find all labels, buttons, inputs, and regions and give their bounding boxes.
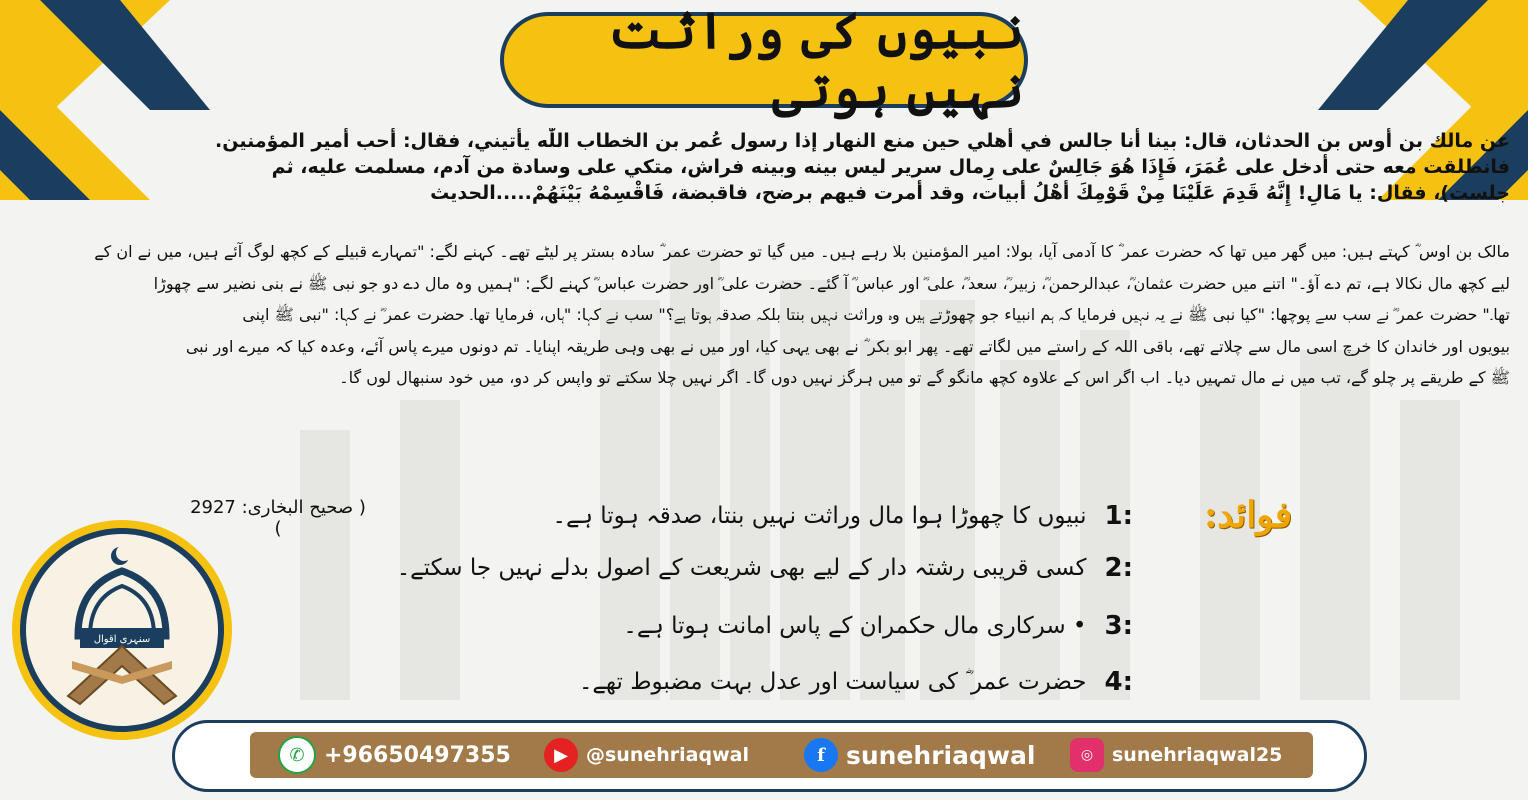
facebook-handle: sunehriaqwal — [846, 740, 1036, 770]
benefit-number: 4: — [1104, 667, 1133, 697]
hadith-reference: ( صحیح البخاری: 2927 ) — [190, 497, 366, 539]
benefit-number: 3: — [1104, 611, 1133, 641]
instagram-icon: ◎ — [1070, 738, 1104, 772]
whatsapp-number: +96650497355 — [324, 742, 511, 768]
benefits-heading: فوائد: — [1203, 494, 1292, 536]
benefit-text: کسی قریبی رشتہ دار کے لیے بھی شریعت کے اصول بدلے نہیں جا سکتے۔ — [396, 555, 1087, 581]
youtube-contact[interactable] — [544, 732, 749, 778]
benefit-item-4 — [579, 660, 1133, 704]
benefit-number: 2: — [1104, 553, 1133, 583]
page-title: نبیوں کی وراثت نہیں ہوتی — [608, 1, 1024, 119]
instagram-contact[interactable] — [1070, 732, 1282, 778]
urdu-line: بیویوں اور خاندان کا خرچ اسی مال سے چلاتے تھے، باقی اللہ کے راستے میں لگاتے تھے۔ پھر ابو بکر ؓ نے بھی یہی کیا، اور میں نے بھی وہی طریقہ اپنایا۔ تم دونوں میرے پاس آئے، وعدہ کیا کہ میرے اور نبی — [185, 336, 1510, 356]
urdu-line: لیے کچھ مال نکالا ہے، تم دے آؤ۔" اتنے میں حضرت عثمان ؓ، عبدالرحمن ؓ، زبیر ؓ، سعد ؓ، علی ؓ اور عباس ؓ آ گئے۔ حضرت علی ؓ اور حضرت عباس ؓ کہنے لگے: "ہمیں وہ مال دے دو جو نبی ﷺ نے بنی نضیر سے چھوڑا — [153, 273, 1510, 293]
urdu-line: تھا۔" حضرت عمر ؓ نے سب سے پوچھا: "کیا نبی ﷺ نے یہ نہیں فرمایا کہ ہم انبیاء جو چھوڑتے ہیں وہ وراثت نہیں بنتا بلکہ صدقہ ہوتا ہے؟" سب نے کہا: "ہاں، فرمایا تھا۔ حضرت عمر ؓ نے کہا: "نبی ﷺ اپنی — [242, 305, 1510, 325]
facebook-icon: f — [804, 738, 838, 772]
urdu-translation-text — [18, 236, 1510, 394]
instagram-handle: sunehriaqwal25 — [1112, 744, 1283, 766]
benefit-text: • سرکاری مال حکمران کے پاس امانت ہوتا ہے۔ — [623, 613, 1087, 639]
benefit-number: 1: — [1104, 501, 1133, 531]
arabic-line: جلست)، فقال: يا مَالِ! إِنَّهُ قَدِمَ عَلَيْنَا مِنْ قَوْمِكَ أَهْلُ أبيات، وقد أمرت فيهم برضح، فاقبضة، فَاقْسِمْهُ بَيْنَهُمْ.....الحديث — [430, 182, 1510, 204]
urdu-line: ﷺ کے طریقے پر چلو گے، تب میں نے مال تمہیں دیا۔ اب اگر اس کے علاوہ کچھ مانگو گے تو میں ہرگز نہیں دوں گا۔ اگر نہیں چلا سکتے تو واپس کر دو، میں خود سنبھال لوں گا۔ — [339, 368, 1510, 388]
benefit-item-2 — [397, 546, 1133, 590]
youtube-icon: ▶ — [544, 738, 578, 772]
benefit-text: نبیوں کا چھوڑا ہوا مال وراثت نہیں بنتا، صدقہ ہوتا ہے۔ — [552, 503, 1087, 529]
benefit-text: حضرت عمر ؓ کی سیاست اور عدل بہت مضبوط تھے۔ — [578, 669, 1087, 695]
urdu-line: مالک بن اوس ؓ کہتے ہیں: میں گھر میں تھا کہ حضرت عمر ؓ کا آدمی آیا، بولا: امیر المؤمنین بلا رہے ہیں۔ میں گیا تو حضرت عمر ؓ سادہ بستر پر لیٹے تھے۔ کہنے لگے: "تمہارے قبیلے کے کچھ لوگ آئے ہیں، میں نے ان کے — [94, 242, 1510, 261]
benefit-item-3 — [623, 604, 1133, 648]
facebook-contact[interactable] — [804, 732, 1035, 778]
arabic-line: فانطلقت معه حتى أدخل على عُمَرَ، فَإِذَا هُوَ جَالِسٌ على رِمال سرير ليس بينه وبينه فراش، متكي على وسادة من آدم، مسلمت عليه، ثم — [271, 156, 1510, 178]
arabic-hadith-text — [50, 128, 1510, 206]
contact-bar — [250, 732, 1313, 778]
benefit-item-1 — [552, 494, 1133, 538]
logo-text: سنہری اقوال — [93, 634, 151, 645]
whatsapp-icon: ✆ — [278, 736, 316, 774]
whatsapp-contact[interactable] — [278, 732, 511, 778]
youtube-handle: @sunehriaqwal — [586, 744, 749, 766]
title-banner — [500, 1, 1028, 119]
arabic-line: عن مالك بن أوس بن الحدثان، قال: بينا أنا جالس في أهلي حين منع النهار إذا رسول عُمر بن الخطاب اللّٰه يأتيني، فقال: أحب أمير المؤمنين. — [215, 130, 1510, 152]
